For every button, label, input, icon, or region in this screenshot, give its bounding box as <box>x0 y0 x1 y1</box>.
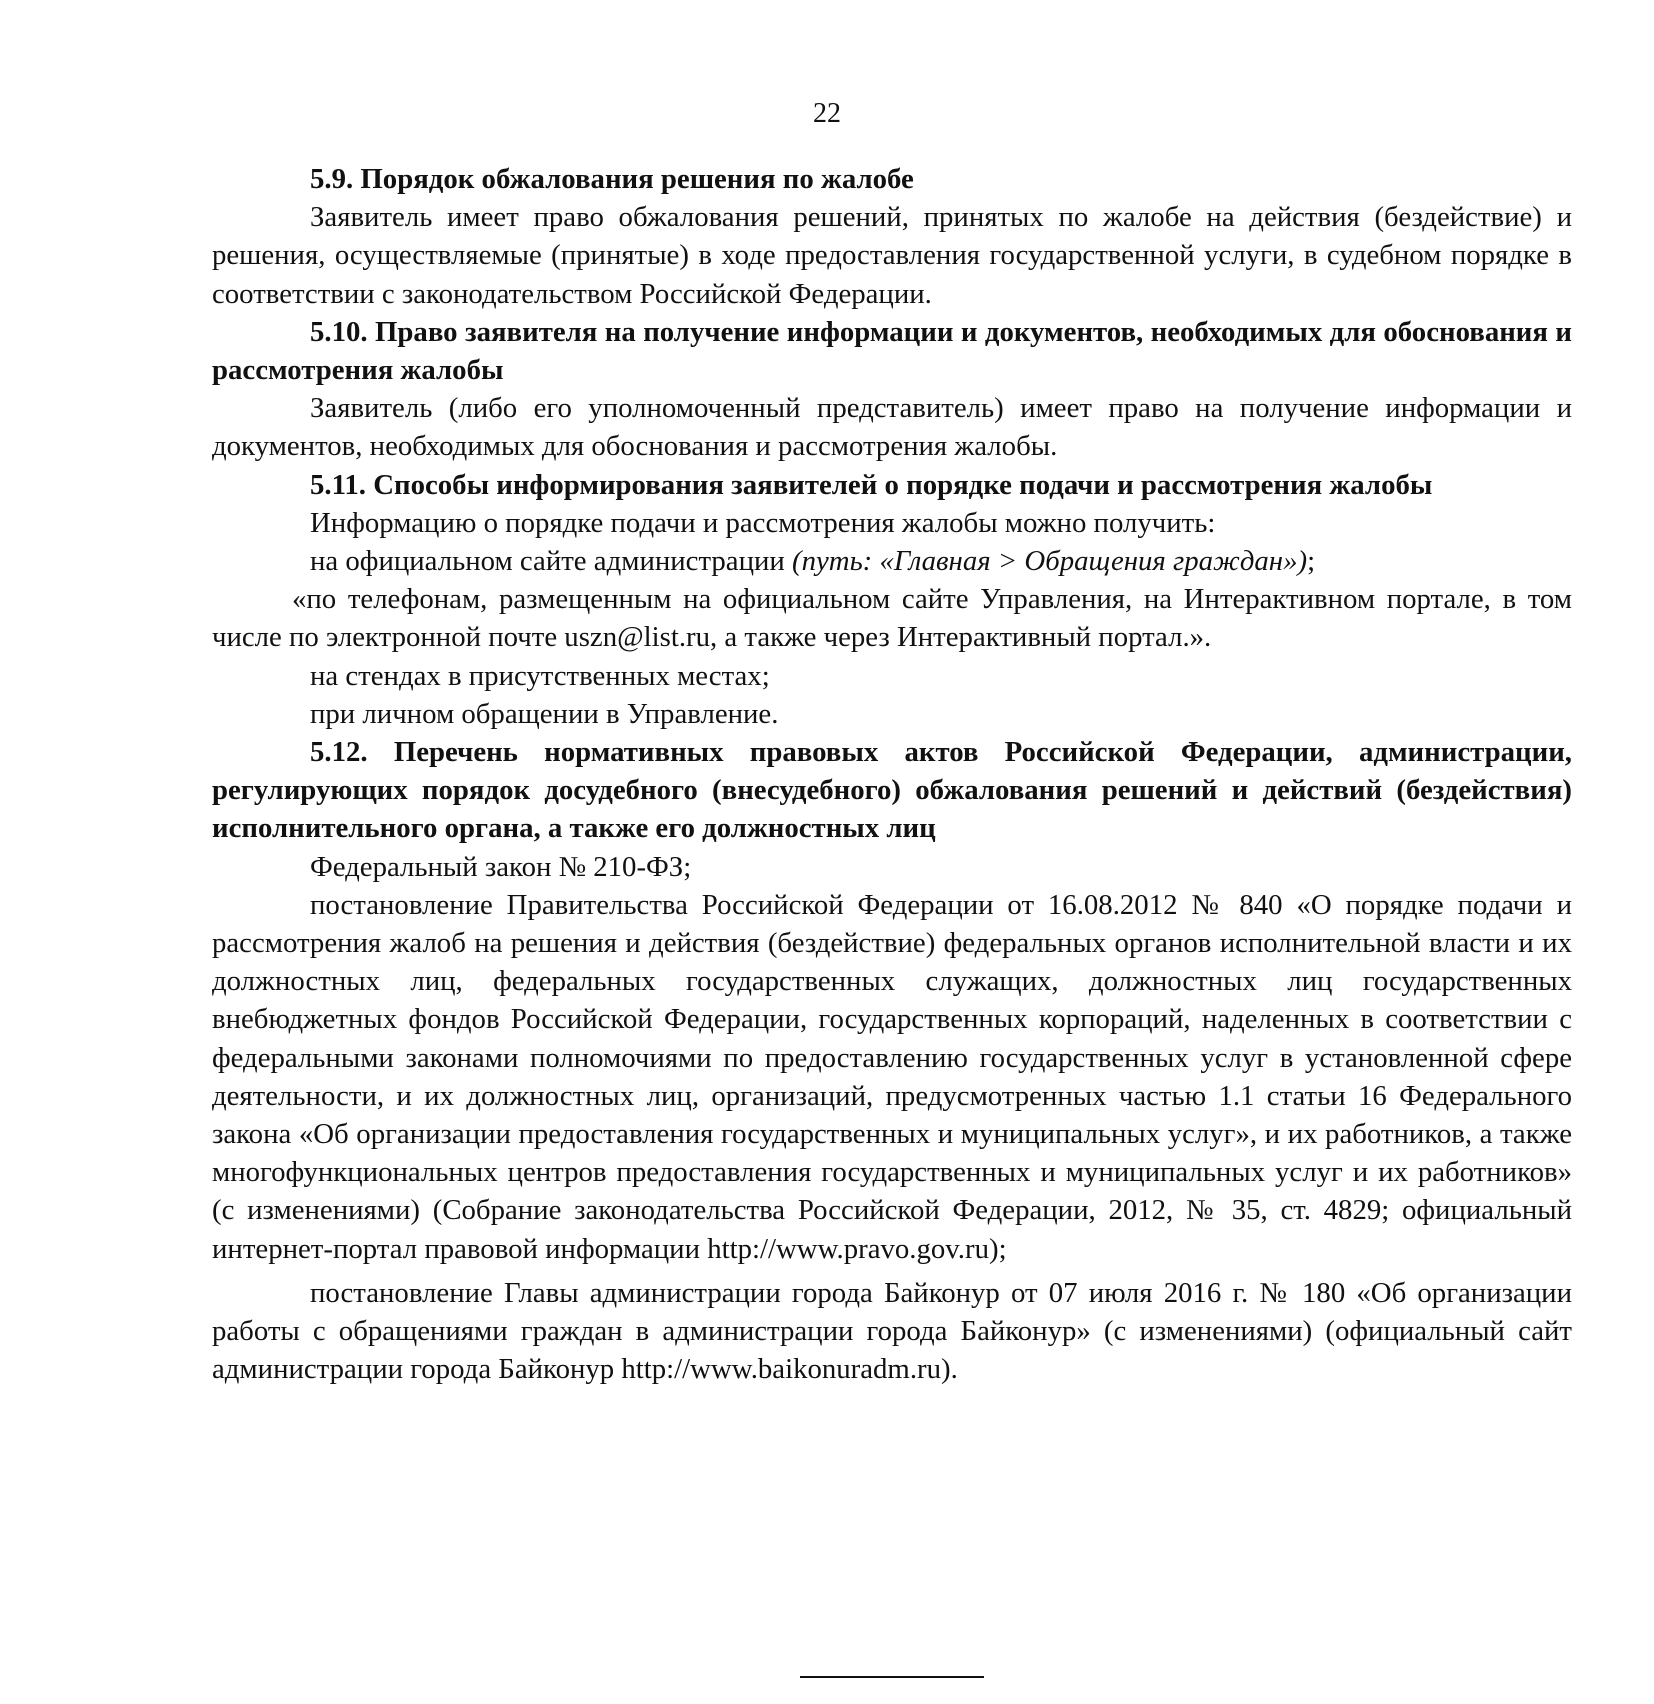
section-5-12-law-210: Федеральный закон № 210-ФЗ; <box>310 850 692 883</box>
section-5-11-item-phone: «по телефонам, размещенным на официальном сайте Управления, на Интерактивном портале, в том числе по электронной почте uszn@list.ru, а также через Интерактивный портал.». <box>212 583 1572 654</box>
section-5-10-heading: 5.10. Право заявителя на получение информации и документов, необходимых для обоснования и рассмотрения жалобы <box>212 315 1572 387</box>
section-5-12-heading: 5.12. Перечень нормативных правовых актов Российской Федерации, администрации, регулирующих порядок досудебного (внесудебного) обжалования решений и действий (бездействия) исполнительного органа, а также его должностных лиц <box>212 736 1572 845</box>
section-5-11-item-stands: на стендах в присутственных местах; <box>310 659 770 692</box>
item-site-prefix: на официальном сайте администрации <box>310 545 793 578</box>
item-site-suffix: ; <box>1307 545 1316 578</box>
section-5-9-heading: 5.9. Порядок обжалования решения по жалобе <box>310 163 914 195</box>
document-body <box>212 160 1572 1389</box>
section-5-11-item-personal: при личном обращении в Управление. <box>310 697 779 730</box>
section-5-11-item-site <box>212 542 1572 580</box>
section-5-9-text: Заявитель имеет право обжалования решений, принятых по жалобе на действия (бездействие) и решения, осуществляемые (принятые) в ходе предоставления государственной услуги, в судебном порядке в соответствии с законодательством Российской Федерации. <box>212 201 1572 310</box>
section-5-12-resolution-180: постановление Главы администрации города Байконур от 07 июля 2016 г. № 180 «Об организации работы с обращениями граждан в администрации города Байконур» (с изменениями) (официальный сайт администрации города Байконур http://www.baikonuradm.ru). <box>212 1276 1572 1386</box>
page-number: 22 <box>813 98 841 129</box>
section-5-12-resolution-840: постановление Правительства Российской Федерации от 16.08.2012 № 840 «О порядке подачи и рассмотрения жалоб на решения и действия (бездействие) федеральных органов исполнительной власти и их должностных лиц, федеральных государственных служащих, должностных лиц государственных внебюджетных фондов Российской Федерации, государственных корпораций, наделенных в соответствии с федеральными законами полномочиями по предоставлению государственных услуг в установленной сфере деятельности, и их должностных лиц, организаций, предусмотренных частью 1.1 статьи 16 Федерального закона «Об организации предоставления государственных и муниципальных услуг», и их работников, а также многофункциональных центров предоставления государственных и муниципальных услуг и их работников» (с изменениями) (Собрание законодательства Российской Федерации, 2012, № 35, ст. 4829; официальный интернет-портал правовой информации http://www.pravo.gov.ru); <box>212 888 1572 1265</box>
section-5-10-text: Заявитель (либо его уполномоченный представитель) имеет право на получение информации и документов, необходимых для обоснования и рассмотрения жалобы. <box>212 392 1572 463</box>
item-site-path: (путь: «Главная > Обращения граждан») <box>792 545 1308 578</box>
section-5-11-intro: Информацию о порядке подачи и рассмотрения жалобы можно получить: <box>310 506 1216 539</box>
end-divider <box>800 1676 984 1678</box>
section-5-11-heading: 5.11. Способы информирования заявителей о порядке подачи и рассмотрения жалобы <box>310 468 1433 501</box>
